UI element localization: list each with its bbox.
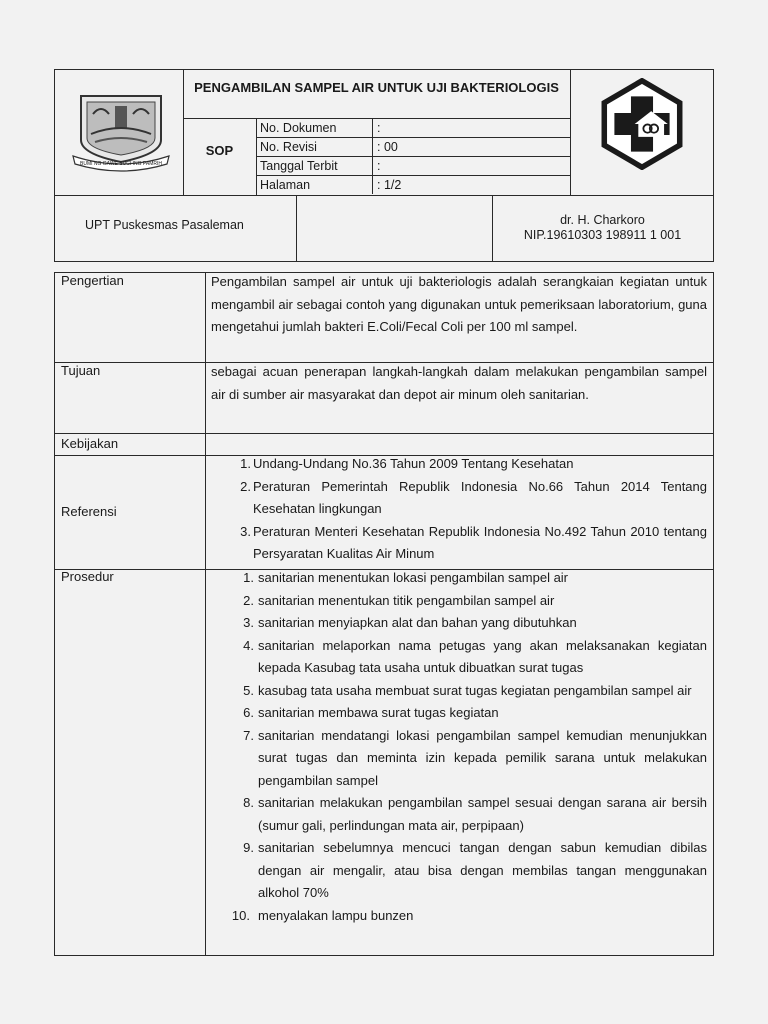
health-cross-emblem-icon (596, 78, 688, 170)
list-item: 2. sanitarian menentukan titik pengambilan sampel air (243, 592, 555, 608)
list-item: 10. menyalakan lampu bunzen (231, 907, 414, 923)
prosedur-list (211, 567, 707, 927)
regency-seal-logo (71, 92, 171, 172)
section-label-prosedur: Prosedur (61, 569, 114, 584)
section-label-pengertian: Pengertian (61, 273, 124, 288)
signature-space (296, 196, 493, 262)
sop-label: SOP (205, 143, 234, 158)
sop-header-table (54, 69, 714, 262)
logo-motto: BUMI NG GAWE SUCI ING PAMRIH (80, 161, 162, 167)
referensi-list (211, 453, 707, 566)
list-item: 7. sanitarian mendatangi lokasi pengambilan sampel kemudian menunjukkan surat tugas dan meminta izin kepada pemilik sarana untuk melakukan pengambilan sampel (243, 727, 707, 788)
document-info-table (256, 118, 570, 194)
section-label-kebijakan: Kebijakan (61, 436, 119, 451)
doc-field-value: : 00 (377, 140, 398, 154)
sop-content-table (54, 272, 714, 956)
signatory-nip: NIP.19610303 198911 1 001 (523, 228, 682, 242)
signature-row (55, 195, 713, 262)
doc-field-label: No. Revisi (260, 140, 317, 154)
list-item: 2. Peraturan Pemerintah Republik Indonesia No.66 Tahun 2014 Tentang Kesehatan lingkungan (240, 478, 707, 516)
section-text-pengertian: Pengambilan sampel air untuk uji bakteriologis adalah serangkaian kegiatan untuk mengambil air sebagai contoh yang digunakan untuk pemeriksaan laboratorium, guna mengetahui jumlah bakteri E.Coli/Fecal Coli per 100 ml sampel. (211, 274, 707, 334)
list-item: 8. sanitarian melakukan pengambilan sampel sesuai dengan sarana air bersih (sumur gali, perlindungan mata air, perpipaan) (243, 795, 707, 833)
institution-cell (55, 196, 297, 262)
title-cell (183, 70, 571, 195)
list-item: 6. sanitarian membawa surat tugas kegiatan (243, 705, 499, 720)
doc-field-value: : (377, 121, 381, 135)
doc-row-number (256, 118, 570, 137)
signatory-name: dr. H. Charkoro (560, 213, 645, 227)
list-item: 9. sanitarian sebelumnya mencuci tangan dengan sabun kemudian dibilas dengan air mengalir, atau bisa dengan membilas tangan menggunakan alkohol 70% (243, 840, 707, 900)
list-item: 5. kasubag tata usaha membuat surat tugas kegiatan pengambilan sampel air (243, 682, 692, 698)
doc-row-page (256, 175, 570, 194)
list-item: 1. Undang-Undang No.36 Tahun 2009 Tentang Kesehatan (240, 456, 574, 471)
doc-field-label: Tanggal Terbit (260, 159, 338, 173)
doc-field-label: Halaman (260, 178, 311, 192)
doc-field-value: : (377, 159, 381, 173)
list-item: 3. Peraturan Menteri Kesehatan Republik Indonesia No.492 Tahun 2010 tentang Persyaratan Kualitas Air Minum (240, 523, 707, 561)
doc-row-issue-date (256, 156, 570, 175)
emblem-cell (570, 70, 713, 195)
doc-field-label: No. Dokumen (260, 121, 337, 135)
doc-field-value: : 1/2 (377, 178, 402, 192)
document-title: PENGAMBILAN SAMPEL AIR UNTUK UJI BAKTERIOLOGIS (194, 80, 559, 95)
list-item: 1. sanitarian menentukan lokasi pengambilan sampel air (243, 570, 569, 585)
sop-label-cell (183, 118, 257, 196)
logo-cell (55, 70, 184, 195)
list-item: 4. sanitarian melaporkan nama petugas yang akan melaksanakan kegiatan kepada Kasubag tata usaha untuk dibuatkan surat tugas (243, 637, 707, 675)
doc-row-revision (256, 137, 570, 156)
section-label-referensi: Referensi (61, 504, 117, 519)
institution-name: UPT Puskesmas Pasaleman (85, 218, 244, 232)
list-item: 3. sanitarian menyiapkan alat dan bahan yang dibutuhkan (243, 615, 577, 630)
signatory-cell (492, 196, 713, 262)
section-text-tujuan: sebagai acuan penerapan langkah-langkah dalam melakukan pengambilan sampel air di sumber air masyarakat dan depot air minum oleh sanitarian. (211, 364, 707, 402)
section-label-tujuan: Tujuan (61, 363, 101, 378)
